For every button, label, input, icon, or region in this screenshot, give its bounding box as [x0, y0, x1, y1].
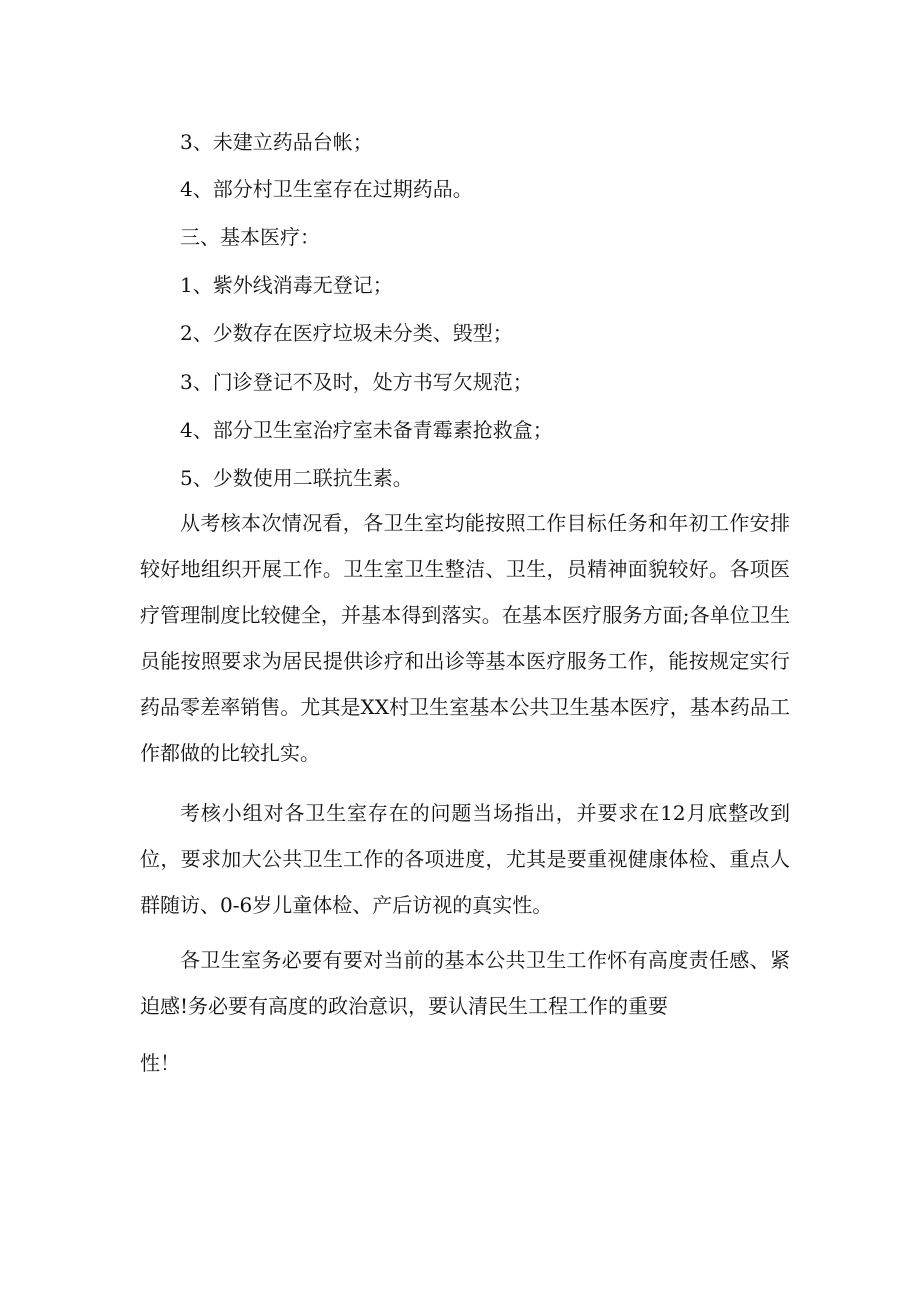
list-item: 1、紫外线消毒无登记；	[180, 273, 393, 297]
body-paragraph: 从考核本次情况看，各卫生室均能按照工作目标任务和年初工作安排较好地组织开展工作。卫生室卫生整洁、卫生，员精神面貌较好。各项医疗管理制度比较健全，并基本得到落实。在基本医疗服务方面;各单位卫生员能按照要求为居民提供诊疗和出诊等基本医疗服务工作，能按规定实行药品零差率销售。尤其是XX村卫生室基本公共卫生基本医疗，基本药品工作都做的比较扎实。	[140, 511, 790, 765]
section-heading: 三、基本医疗：	[180, 225, 320, 249]
list-item: 2、少数存在医疗垃圾未分类、毁型；	[180, 321, 513, 345]
paragraph-tail: 性！	[140, 1051, 180, 1075]
list-item: 3、门诊登记不及时，处方书写欠规范；	[180, 370, 533, 394]
body-paragraph: 考核小组对各卫生室存在的问题当场指出，并要求在12月底整改到位，要求加大公共卫生工作的各项进度，尤其是要重视健康体检、重点人群随访、0-6岁儿童体检、产后访视的真实性。	[140, 801, 790, 917]
list-item: 4、部分卫生室治疗室未备青霉素抢救盒；	[180, 418, 553, 442]
list-item: 4、部分村卫生室存在过期药品。	[180, 177, 473, 201]
list-item: 3、未建立药品台帐；	[180, 130, 373, 154]
body-paragraph: 各卫生室务必要有要对当前的基本公共卫生工作怀有高度责任感、紧迫感!务必要有高度的政治意识，要认清民生工程工作的重要	[140, 948, 790, 1018]
list-item: 5、少数使用二联抗生素。	[180, 466, 413, 490]
